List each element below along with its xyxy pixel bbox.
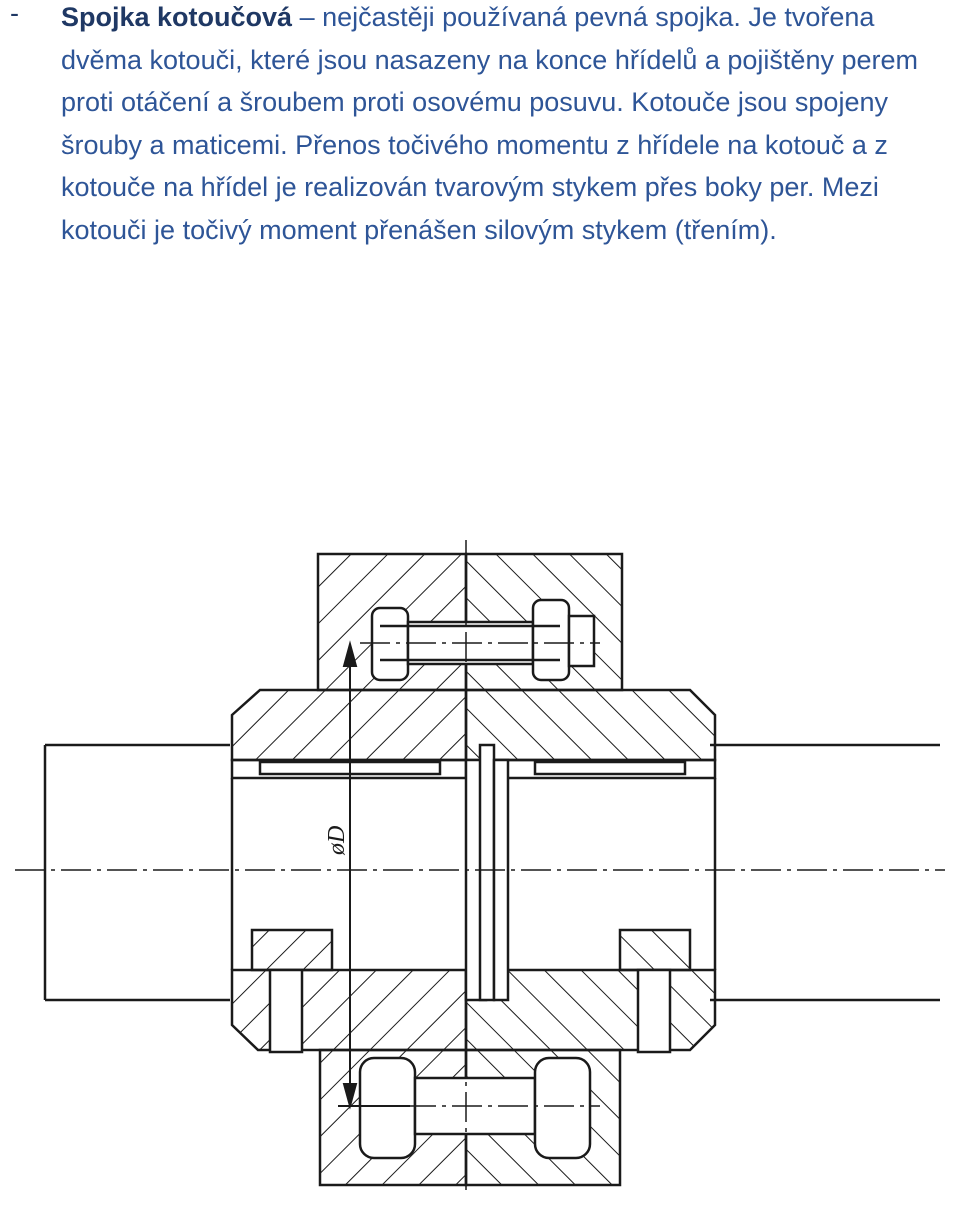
coupling-drawing (0, 500, 960, 1200)
left-shaft (45, 745, 230, 1000)
term-heading: Spojka kotoučová (61, 2, 293, 32)
hub-top-right (466, 690, 715, 760)
term-definition: – nejčastěji používaná pevná spojka. Je tvořena dvěma kotouči, které jsou nasazeny na konce hřídelů a pojištěny perem proti otáčení a šroubem proti osovému posuvu. Kotouče jsou spojeny šrouby a maticemi. Přenos točivého momentu z hřídele na kotouč a z kotouče na hřídel je realizován tvarovým stykem přes boky per. Mezi kotouči je točivý moment přenášen silovým stykem (třením). (61, 2, 918, 245)
right-shaft (710, 745, 940, 1000)
bullet-dash: - (10, 0, 19, 28)
paragraph (61, 0, 954, 251)
center-plate (466, 745, 508, 1000)
dimension-label: øD (324, 825, 350, 855)
